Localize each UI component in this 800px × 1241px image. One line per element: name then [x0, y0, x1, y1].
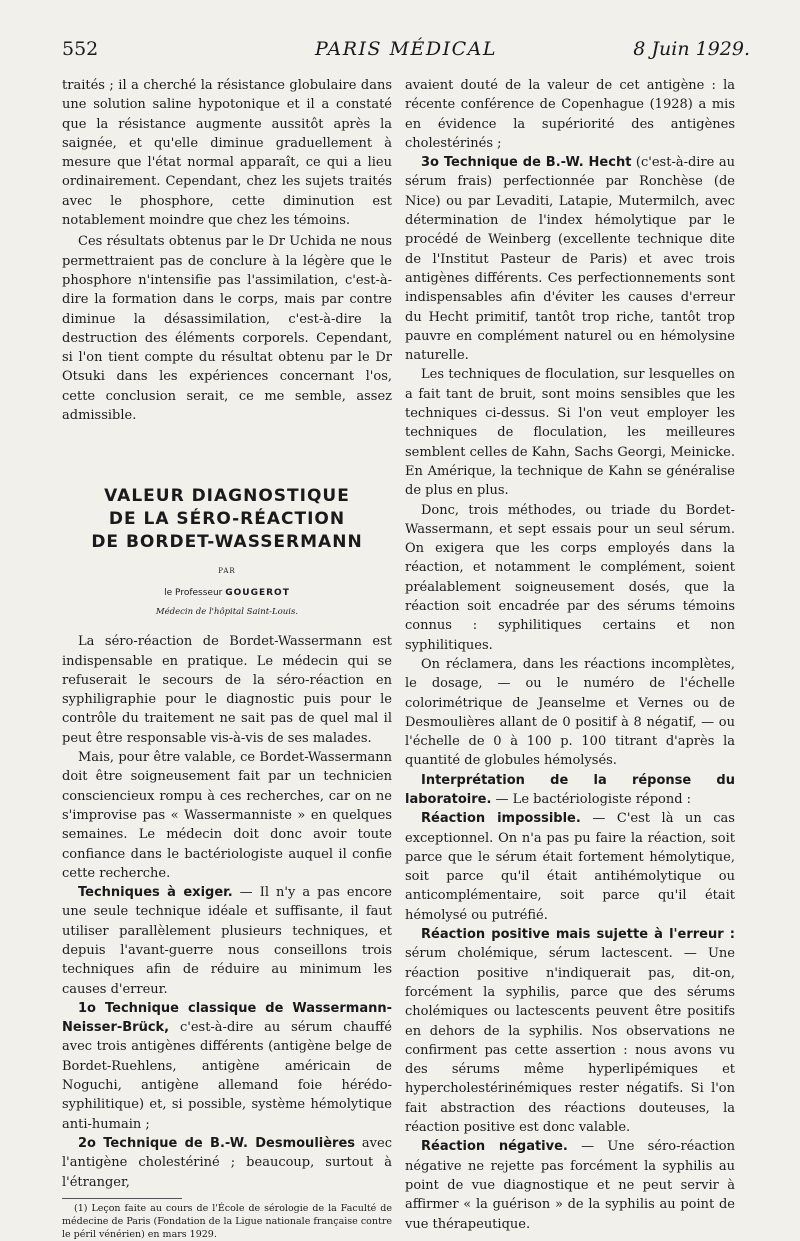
article-title: [62, 485, 392, 554]
footnote: (1) Leçon faite au cours de l'École de sérologie de la Faculté de médecine de Paris (Fondation de la Ligue nationale française contre le péril vénérien) en mars 1929.: [62, 1202, 392, 1240]
author-affiliation: Médecin de l'hôpital Saint-Louis.: [155, 606, 299, 617]
paragraph: [405, 1137, 735, 1233]
paragraph: [405, 771, 735, 810]
author-name: GOUGEROT: [225, 587, 290, 598]
subheading: Réaction positive mais sujette à l'erreur :: [421, 927, 735, 943]
paragraph-text: — Le bactériologiste répond :: [491, 791, 692, 807]
subheading: Réaction négative.: [421, 1139, 568, 1155]
page-header: [62, 38, 750, 68]
author: [62, 584, 392, 603]
paragraph: Ces résultats obtenus par le Dr Uchida ne nous permettraient pas de conclure à la légère que le phosphore n'intensifie pas l'assimilation, c'est-à-dire la formation dans le corps, mais par contre diminue la désassimilation, c'est-à-dire la destruction des éléments corporels. Cependant, si l'on tient compte du résultat obtenu par le Dr Otsuki dans les expériences concernant l'os, cette conclusion serait, ce me semble, assez admissible.: [62, 234, 392, 424]
title-line: DE BORDET-WASSERMANN: [91, 532, 363, 553]
paragraph: [405, 809, 735, 925]
paragraph-text: — C'est là un cas exceptionnel. On n'a pas pu faire la réaction, soit parce que le sérum était fortement hémolytique, soit parce qu'il était antihémolytique ou anticomplémentaire, soit parce qu'il était hémolysé ou putréfié.: [405, 811, 735, 923]
author-prefix: le Professeur: [164, 587, 223, 598]
paragraph-text: — Il n'y a pas encore une seule technique idéale et suffisante, il faut utiliser parallèlement plusieurs techniques, et depuis l'avant-guerre nous conseillons trois techniques afin de réduire au minimum les causes d'erreur.: [62, 885, 392, 997]
subheading: Interprétation de la réponse du laboratoire.: [405, 772, 735, 807]
paragraph: [405, 925, 735, 1137]
paragraph: avaient douté de la valeur de cet antigène : la récente conférence de Copenhague (1928) a mis en évidence la supériorité des antigènes cholestérinés ;: [405, 78, 735, 151]
paragraph: Les techniques de floculation, sur lesquelles on a fait tant de bruit, sont moins sensibles que les techniques ci-dessus. Si l'on veut employer les techniques de floculation, les meilleures semblent celles de Kahn, Sachs Georgi, Meinicke. En Amérique, la technique de Kahn se généralise de plus en plus.: [405, 367, 735, 499]
left-column: [62, 76, 392, 1241]
title-line: DE LA SÉRO-RÉACTION: [108, 509, 346, 530]
byline-par: PAR: [218, 567, 236, 576]
subheading: 1o Technique classique de Wassermann-Neisser-Brück,: [62, 1000, 392, 1036]
paragraph: [62, 999, 392, 1134]
paragraph: [62, 1134, 392, 1192]
page-number: 552: [62, 38, 99, 60]
paragraph-text: — Une séro-réaction négative ne rejette pas forcément la syphilis au point de vue diagnostique et ne peut servir à affirmer « la guérison » de la syphilis au point de vue thérapeutique.: [405, 1139, 735, 1232]
paragraph: Mais, pour être valable, ce Bordet-Wassermann doit être soigneusement fait par un technicien consciencieux rompu à ces recherches, car on ne s'improvise pas « Wassermanniste » en quelques semaines. Le médecin doit donc avoir toute confiance dans le bactériologiste auquel il confie cette recherche.: [62, 750, 392, 881]
subheading: 3o Technique de B.-W. Hecht: [421, 155, 632, 171]
paragraph: [405, 153, 735, 365]
footnote-divider: [62, 1198, 182, 1199]
title-line: VALEUR DIAGNOSTIQUE: [104, 486, 350, 507]
paragraph-text: (c'est-à-dire au sérum frais) perfectionnée par Ronchèse (de Nice) ou par Levaditi, Latapie, Mutermilch, avec détermination de l'index hémolytique par le procédé de Weinberg (excellente technique dite de l'Institut Pasteur de Paris) et avec trois antigènes différents. Ces perfectionnements sont indispensables afin d'éviter les causes d'erreur du Hecht primitif, tantôt trop riche, tantôt trop pauvre en complément naturel ou en hémolysine naturelle.: [405, 155, 735, 364]
issue-date: 8 Juin 1929.: [633, 38, 750, 60]
running-title: PARIS MÉDICAL: [314, 38, 498, 60]
paragraph-text: avec l'antigène cholestériné ; beaucoup, surtout à l'étranger,: [62, 1135, 393, 1190]
right-column: [405, 76, 735, 1234]
paragraph-text: c'est-à-dire au sérum chauffé avec trois antigènes différents (antigène belge de Bordet-Ruehlens, antigène américain de Noguchi, antigène allemand foie hérédo-syphilitique) et, si possible, système hémolytique anti-humain ;: [62, 1020, 392, 1132]
subheading: Techniques à exiger.: [78, 885, 233, 901]
paragraph: [62, 883, 392, 999]
subheading: Réaction impossible.: [421, 811, 581, 827]
paragraph: Donc, trois méthodes, ou triade du Bordet-Wassermann, et sept essais pour un seul sérum. On exigera que les corps employés dans la réaction, et notamment le complément, soient préalablement soigneusement dosés, que la réaction soit encadrée par des sérums témoins connus : syphilitiques certains et non syphilitiques.: [405, 502, 735, 653]
paragraph: On réclamera, dans les réactions incomplètes, le dosage, — ou le numéro de l'échelle colorimétrique de Jeanselme et Vernes ou de Desmoulières allant de 0 positif à 8 négatif, — ou l'échelle de 0 à 100 p. 100 titrant d'après la quantité de globules hémolysés.: [405, 656, 735, 769]
paragraph-text: sérum cholémique, sérum lactescent. — Une réaction positive n'indiquerait pas, dit-on, forcément la syphilis, parce que des sérums cholémiques ou lactescents peuvent être positifs en dehors de la syphilis. Nos observations ne confirment pas cette assertion : nous avons vu des sérums même hyperlipémiques et hypercholestérinémiques rester négatifs. Si l'on fait abstraction des réactions douteuses, la réaction positive est donc valable.: [405, 946, 735, 1136]
subheading: 2o Technique de B.-W. Desmoulières: [78, 1135, 356, 1151]
paragraph: traités ; il a cherché la résistance globulaire dans une solution saline hypotonique et il a constaté que la résistance augmente aussitôt après la saignée, et qu'elle diminue graduellement à mesure que l'état normal apparaît, ce qui a lieu ordinairement. Cependant, chez les sujets traités avec le phosphore, cette diminution est notablement moindre que chez les témoins.: [62, 78, 392, 229]
paragraph: La séro-réaction de Bordet-Wassermann est indispensable en pratique. Le médecin qui se refuserait le secours de la séro-réaction en syphiligraphie pour le diagnostic puis pour le contrôle du traitement ne sait pas de quel mal il peut être responsable vis-à-vis de ses malades.: [62, 634, 392, 746]
